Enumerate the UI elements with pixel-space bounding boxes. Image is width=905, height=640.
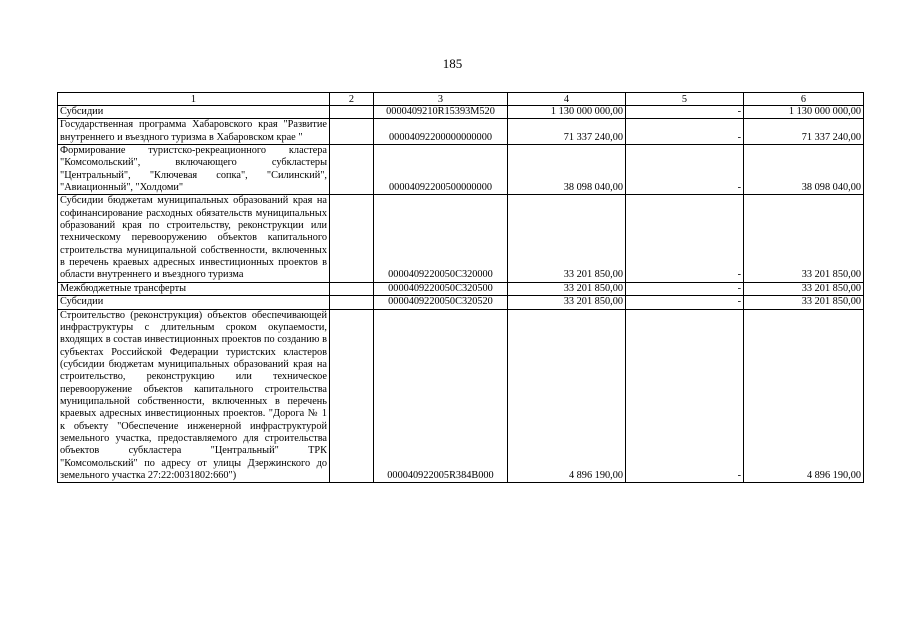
row-code-cell: 0000409220050С320500	[374, 282, 508, 295]
row-code-cell: 00004092200000000000	[374, 119, 508, 145]
row-total-cell: 33 201 850,00	[744, 195, 864, 282]
row-name-cell: Формирование туристско-рекреационного кластера "Комсомольский", включающего субкластеры "Центральный", "Ключевая сопка", "Силинский", "Авиационный", "Холдоми"	[58, 145, 330, 195]
row-col5-cell: -	[626, 296, 744, 309]
row-total-cell: 33 201 850,00	[744, 296, 864, 309]
column-header: 2	[330, 93, 374, 106]
row-name-cell: Субсидии	[58, 106, 330, 119]
row-amount-cell: 71 337 240,00	[508, 119, 626, 145]
row-total-cell: 4 896 190,00	[744, 309, 864, 483]
column-header: 3	[374, 93, 508, 106]
row-amount-cell: 1 130 000 000,00	[508, 106, 626, 119]
table-row	[58, 195, 864, 282]
row-col2-cell	[330, 296, 374, 309]
row-code-cell: 00004092200500000000	[374, 145, 508, 195]
row-total-cell: 33 201 850,00	[744, 282, 864, 295]
table-row	[58, 106, 864, 119]
row-total-cell: 1 130 000 000,00	[744, 106, 864, 119]
row-name-cell: Государственная программа Хабаровского края "Развитие внутреннего и въездного туризма в Хабаровском крае "	[58, 119, 330, 145]
table-row	[58, 296, 864, 309]
table-row	[58, 145, 864, 195]
row-col5-cell: -	[626, 119, 744, 145]
row-amount-cell: 33 201 850,00	[508, 195, 626, 282]
row-col2-cell	[330, 309, 374, 483]
row-col2-cell	[330, 106, 374, 119]
row-name-cell: Субсидии бюджетам муниципальных образований края на софинансирование расходных обязательств муниципальных образований края по строительству, реконструкции или техническому перевооружению объектов капитального строительства муниципальной собственности, включенных в перечень краевых адресных инвестиционных проектов в области внутреннего и въездного туризма	[58, 195, 330, 282]
row-amount-cell: 38 098 040,00	[508, 145, 626, 195]
row-total-cell: 38 098 040,00	[744, 145, 864, 195]
row-amount-cell: 33 201 850,00	[508, 282, 626, 295]
row-col2-cell	[330, 282, 374, 295]
row-code-cell: 0000409210R15393M520	[374, 106, 508, 119]
row-code-cell: 000040922005R384B000	[374, 309, 508, 483]
row-name-cell: Строительство (реконструкция) объектов обеспечивающей инфраструктуры с длительным сроком окупаемости, входящих в состав инвестиционных проектов по созданию в субъектах Российской Федерации туристских кластеров (субсидии бюджетам муниципальных образований края на строительство, реконструкцию или техническое перевооружение объектов капитального строительства муниципальной собственности, включенных в перечень краевых адресных инвестиционных проектов. "Дорога № 1 к объекту "Обеспечение инженерной инфраструктурой земельного участка, предоставляемого для строительства объектов субкластера "Центральный" ТРК "Комсомольский" по адресу от улицы Дзержинского до земельного участка 27:22:0031802:660")	[58, 309, 330, 483]
table-row	[58, 309, 864, 483]
row-col5-cell: -	[626, 195, 744, 282]
budget-table	[57, 92, 864, 483]
row-col2-cell	[330, 119, 374, 145]
row-total-cell: 71 337 240,00	[744, 119, 864, 145]
row-code-cell: 0000409220050С320520	[374, 296, 508, 309]
row-col2-cell	[330, 195, 374, 282]
row-amount-cell: 4 896 190,00	[508, 309, 626, 483]
row-col5-cell: -	[626, 145, 744, 195]
table-header-row	[58, 93, 864, 106]
column-header: 1	[58, 93, 330, 106]
table-row	[58, 282, 864, 295]
page-number: 185	[442, 56, 463, 71]
row-name-cell: Межбюджетные трансферты	[58, 282, 330, 295]
table-row	[58, 119, 864, 145]
row-col2-cell	[330, 145, 374, 195]
column-header: 4	[508, 93, 626, 106]
row-col5-cell: -	[626, 282, 744, 295]
row-amount-cell: 33 201 850,00	[508, 296, 626, 309]
row-col5-cell: -	[626, 106, 744, 119]
row-col5-cell: -	[626, 309, 744, 483]
row-code-cell: 0000409220050С320000	[374, 195, 508, 282]
column-header: 5	[626, 93, 744, 106]
row-name-cell: Субсидии	[58, 296, 330, 309]
column-header: 6	[744, 93, 864, 106]
